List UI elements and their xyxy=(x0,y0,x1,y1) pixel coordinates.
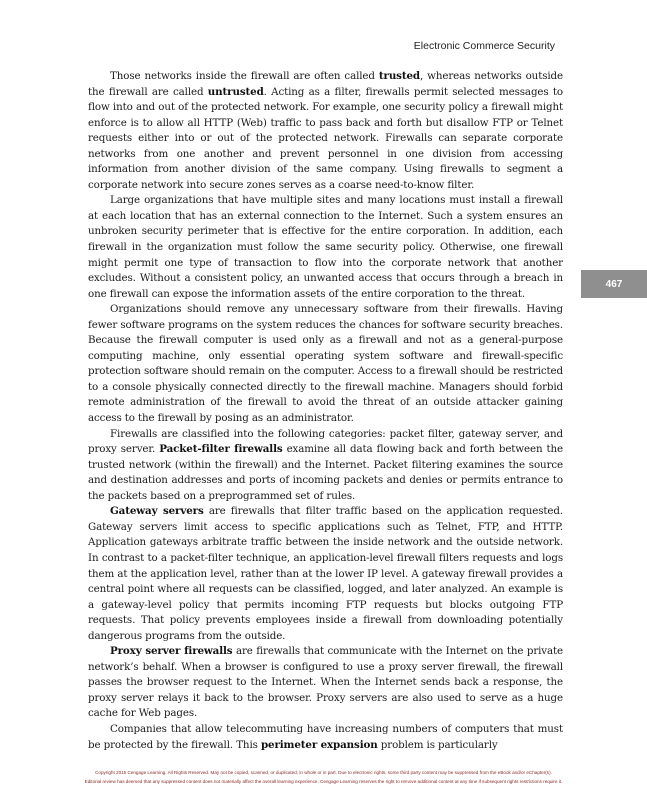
key-term: perimeter expansion xyxy=(260,738,378,751)
paragraph xyxy=(88,427,563,505)
paragraph xyxy=(88,504,563,644)
paragraph-text: Firewalls are classified into the following categories: packet filter, gateway server, and proxy server. xyxy=(88,427,563,456)
paragraph-text: are firewalls that filter traffic based on the application requested. Gateway servers limit access to specific applications such as Telnet, FTP, and HTTP. Application gateways arbitrate traffic between the inside network and the outside network. In contrast to a packet-filter technique, an application-level firewall filters requests and logs them at the application level, rather than at the lower IP level. A gateway firewall provides a central point where all requests can be classified, logged, and later analyzed. An example is a gateway-level policy that permits incoming FTP requests but blocks outgoing FTP requests. That policy prevents employees inside a firewall from downloading potentially dangerous programs from the outside. xyxy=(88,505,564,642)
paragraph xyxy=(88,722,563,753)
paragraph-text: Companies that allow telecommuting have increasing numbers of computers that must be protected by the firewall. This xyxy=(88,722,563,751)
paragraph xyxy=(88,644,563,722)
body-text xyxy=(88,69,563,753)
paragraph-text: Those networks inside the firewall are often called xyxy=(110,70,379,82)
paragraph-text: , whereas networks outside the firewall are called xyxy=(88,70,563,98)
paragraph-text: Large organizations that have multiple sites and many locations must install a firewall at each location that has an external connection to the Internet. Such a system ensures an unbroken security perimeter that is effective for the entire corporation. In addition, each firewall in the organization must follow the same security policy. Otherwise, one firewall might permit one type of transaction to flow into the corporate network that another excludes. Without a consistent policy, an unwanted access that occurs through a breach in one firewall can expose the information assets of the entire corporation to the threat. xyxy=(88,194,563,300)
paragraph-text: are firewalls that communicate with the Internet on the private network’s behalf. When a browser is configured to use a proxy server firewall, the firewall passes the browser request to the Internet. When the Internet sends back a response, the proxy server relays it back to the browser. Proxy servers are also used to serve as a huge cache for Web pages. xyxy=(88,645,563,720)
key-term: Gateway servers xyxy=(110,505,204,518)
paragraph xyxy=(88,69,563,193)
copyright-line-1: Copyright 2015 Cengage Learning. All Rights Reserved. May not be copied, scanned, or duplicated, in whole or in part. Due to electronic rights, some third party content may be suppressed from the eBook and/or eChapter(s). xyxy=(95,770,552,775)
key-term: Packet-filter firewalls xyxy=(159,443,283,456)
copyright-line-2: Editorial review has deemed that any suppressed content does not materially affect the overall learning experience. Cengage Learning reserves the right to remove additional content at any time if subsequent rights restrictions require it. xyxy=(84,779,563,784)
page-number: 467 xyxy=(605,278,623,290)
paragraph xyxy=(88,302,563,426)
paragraph xyxy=(88,193,563,302)
paragraph-text: examine all data flowing back and forth between the trusted network (within the firewall) and the Internet. Packet filtering examines the source and destination addresses and ports of incoming packets and denies or permits entrance to the packets based on a preprogrammed set of rules. xyxy=(88,443,563,502)
copyright-notice xyxy=(0,768,647,786)
key-term: untrusted xyxy=(207,85,264,98)
key-term: trusted xyxy=(378,70,421,82)
paragraph-text: problem is particularly xyxy=(377,738,498,751)
paragraph-text: Organizations should remove any unnecessary software from their firewalls. Having fewer software programs on the system reduces the chances for software security breaches. Because the firewall computer is used only as a firewall and not as a general-purpose computing machine, only essential operating system software and firewall-specific protection software should remain on the computer. Access to a firewall should be restricted to a console physically connected directly to the firewall machine. Managers should forbid remote administration of the firewall to avoid the threat of an outside attacker gaining access to the firewall by posing as an administrator. xyxy=(88,303,563,425)
paragraph-text: . Acting as a filter, firewalls permit selected messages to flow into and out of the protected network. For example, one security policy a firewall might enforce is to allow all HTTP (Web) traffic to pass back and forth but disallow FTP or Telnet requests either into or out of the protected network. Firewalls can separate corporate networks from one another and prevent personnel in one division from accessing information from another division of the same company. Using firewalls to segment a corporate network into secure zones serves as a coarse need-to-know filter. xyxy=(88,85,563,191)
key-term: Proxy server firewalls xyxy=(110,645,233,658)
page-number-tab xyxy=(581,270,647,298)
running-head-title: Electronic Commerce Security xyxy=(413,40,555,52)
